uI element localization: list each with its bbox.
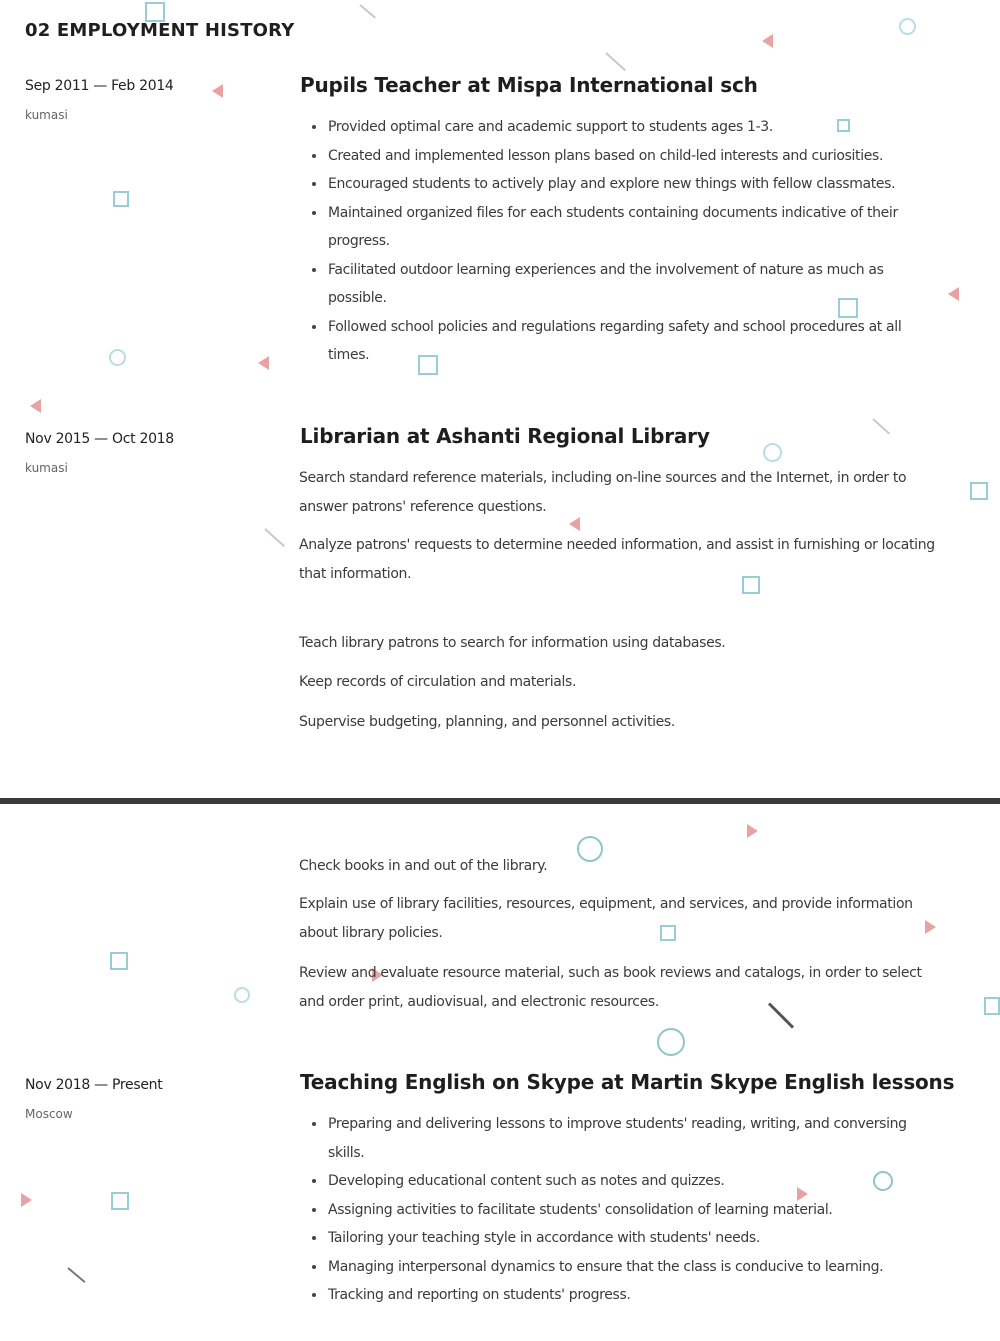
square-decoration-icon bbox=[970, 482, 988, 500]
job-duty-paragraph: Teach library patrons to search for information using databases. bbox=[299, 635, 726, 651]
list-item: Preparing and delivering lessons to improve students' reading, writing, and conversing skills. bbox=[328, 1110, 933, 1167]
triangle-decoration-icon bbox=[948, 287, 959, 301]
circle-decoration-icon bbox=[899, 18, 916, 35]
line-decoration-icon bbox=[359, 4, 376, 18]
list-item: Managing interpersonal dynamics to ensure that the class is conducive to learning. bbox=[328, 1253, 933, 1282]
resume-page-2 bbox=[0, 804, 1000, 1341]
circle-decoration-icon bbox=[763, 443, 782, 462]
list-item: Facilitated outdoor learning experiences and the involvement of nature as much as possible. bbox=[328, 256, 933, 313]
line-decoration-icon bbox=[264, 528, 285, 547]
job-duty-paragraph: Explain use of library facilities, resources, equipment, and services, and provide information about library policies. bbox=[299, 896, 913, 941]
list-item: Encouraged students to actively play and explore new things with fellow classmates. bbox=[328, 170, 933, 199]
triangle-decoration-icon bbox=[212, 84, 223, 98]
job-location: kumasi bbox=[25, 461, 68, 475]
job-dates: Nov 2015 — Oct 2018 bbox=[25, 431, 174, 447]
job-duties-list bbox=[328, 113, 933, 370]
job-location: Moscow bbox=[25, 1107, 73, 1121]
square-decoration-icon bbox=[984, 997, 1000, 1015]
triangle-decoration-icon bbox=[747, 824, 758, 838]
list-item: Provided optimal care and academic support to students ages 1-3. bbox=[328, 113, 933, 142]
square-decoration-icon bbox=[110, 952, 128, 970]
job-duty-paragraph: Check books in and out of the library. bbox=[299, 858, 548, 874]
list-item: Maintained organized files for each students containing documents indicative of their progress. bbox=[328, 199, 933, 256]
job-duty-paragraph: Analyze patrons' requests to determine needed information, and assist in furnishing or locating that information. bbox=[299, 537, 935, 582]
triangle-decoration-icon bbox=[30, 399, 41, 413]
job-duties-list bbox=[328, 1110, 933, 1310]
triangle-decoration-icon bbox=[258, 356, 269, 370]
job-location: kumasi bbox=[25, 108, 68, 122]
square-decoration-icon bbox=[145, 2, 165, 22]
triangle-decoration-icon bbox=[762, 34, 773, 48]
line-decoration-icon bbox=[67, 1267, 85, 1283]
list-item: Created and implemented lesson plans based on child-led interests and curiosities. bbox=[328, 142, 933, 171]
square-decoration-icon bbox=[111, 1192, 129, 1210]
list-item: Followed school policies and regulations regarding safety and school procedures at all times. bbox=[328, 313, 933, 370]
section-title bbox=[25, 20, 294, 41]
circle-decoration-icon bbox=[109, 349, 126, 366]
job-dates: Nov 2018 — Present bbox=[25, 1077, 163, 1093]
job-title: Librarian at Ashanti Regional Library bbox=[300, 424, 710, 448]
square-decoration-icon bbox=[113, 191, 129, 207]
job-dates: Sep 2011 — Feb 2014 bbox=[25, 78, 174, 94]
list-item: Tailoring your teaching style in accordance with students' needs. bbox=[328, 1224, 933, 1253]
circle-decoration-icon bbox=[234, 987, 250, 1003]
list-item: Developing educational content such as notes and quizzes. bbox=[328, 1167, 933, 1196]
job-duty-paragraph: Search standard reference materials, including on-line sources and the Internet, in order to answer patrons' reference questions. bbox=[299, 470, 907, 515]
triangle-decoration-icon bbox=[21, 1193, 32, 1207]
job-duty-paragraph: Keep records of circulation and materials. bbox=[299, 674, 577, 690]
job-title: Teaching English on Skype at Martin Skype English lessons bbox=[300, 1070, 955, 1094]
list-item: Tracking and reporting on students' progress. bbox=[328, 1281, 933, 1310]
job-duty-paragraph: Supervise budgeting, planning, and personnel activities. bbox=[299, 714, 675, 730]
line-decoration-icon bbox=[872, 418, 890, 434]
section-number: 02 bbox=[25, 20, 51, 41]
job-duty-paragraph: Review and evaluate resource material, such as book reviews and catalogs, in order to select and order print, audiovisual, and electronic resources. bbox=[299, 965, 922, 1010]
list-item: Assigning activities to facilitate students' consolidation of learning material. bbox=[328, 1196, 933, 1225]
section-title-text: EMPLOYMENT HISTORY bbox=[56, 20, 295, 41]
job-title: Pupils Teacher at Mispa International sch bbox=[300, 73, 758, 97]
circle-decoration-icon bbox=[657, 1028, 685, 1056]
line-decoration-icon bbox=[605, 52, 626, 71]
